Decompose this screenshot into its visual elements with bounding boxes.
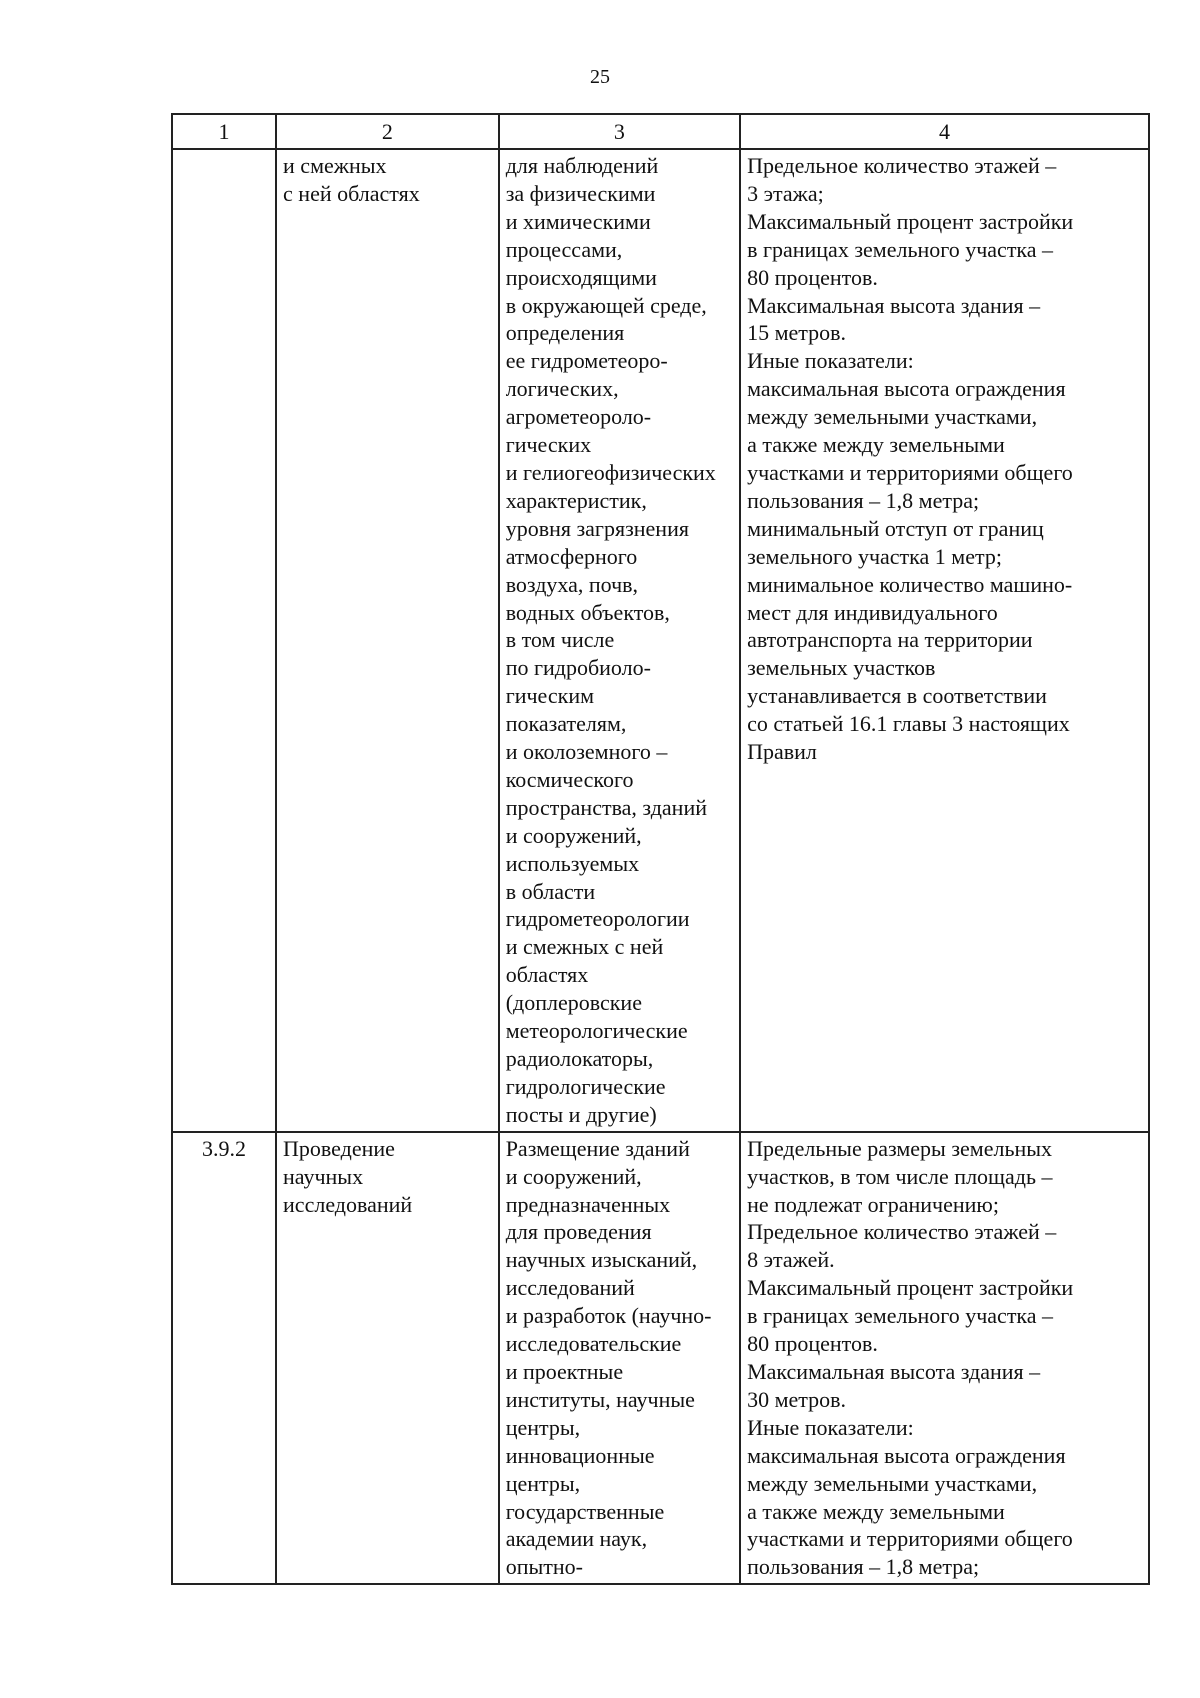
- text-line: определения: [505, 320, 625, 346]
- text-line: и смежных: [283, 153, 387, 178]
- text-line: гидрометеорологии: [505, 906, 690, 932]
- text-line: исследовательские: [505, 1331, 682, 1357]
- text-line: между земельными участками,: [747, 1470, 1038, 1496]
- text-line: академии наук,: [505, 1526, 648, 1552]
- text-line: центры,: [505, 1470, 581, 1496]
- text-line: опытно-: [505, 1554, 583, 1580]
- text-line: Проведение: [283, 1135, 395, 1161]
- text-line: и разработок (научно-: [505, 1303, 712, 1329]
- text-line: характеристик,: [505, 487, 647, 513]
- text-line: космического: [505, 766, 634, 792]
- text-line: Правил: [747, 739, 817, 765]
- text-line: логических,: [505, 376, 619, 402]
- text-line: мест для индивидуального: [747, 599, 998, 625]
- text-line: 3 этажа;: [747, 180, 824, 206]
- text-line: Иные показатели:: [747, 348, 914, 374]
- text-line: Предельное количество этажей –: [747, 153, 1057, 178]
- text-line: гическим: [505, 683, 595, 709]
- row-name: [276, 149, 499, 1132]
- text-line: 80 процентов.: [747, 264, 878, 290]
- text-line: водных объектов,: [505, 599, 670, 625]
- text-line: процессами,: [505, 236, 623, 262]
- text-line: используемых: [505, 850, 640, 876]
- text-line: минимальное количество машино-: [747, 571, 1073, 597]
- text-line: и околоземного –: [505, 739, 668, 765]
- text-line: областях: [505, 962, 589, 988]
- text-line: 15 метров.: [747, 320, 847, 346]
- text-line: и сооружений,: [505, 1163, 642, 1189]
- row-description: [499, 1132, 740, 1585]
- text-line: Максимальная высота здания –: [747, 292, 1041, 318]
- text-line: с ней областях: [283, 180, 420, 206]
- page-number: 25: [590, 66, 610, 88]
- text-line: гических: [505, 432, 592, 458]
- text-line: 8 этажей.: [747, 1247, 835, 1273]
- text-line: и смежных с ней: [505, 934, 664, 960]
- text-line: по гидробиоло-: [505, 655, 651, 681]
- text-line: и сооружений,: [505, 822, 642, 848]
- text-line: пользования – 1,8 метра;: [747, 1554, 980, 1580]
- text-line: пользования – 1,8 метра;: [747, 487, 980, 513]
- text-line: исследований: [283, 1191, 413, 1217]
- row-code: 3.9.2: [172, 1132, 276, 1585]
- text-line: 80 процентов.: [747, 1331, 878, 1357]
- text-line: а также между земельными: [747, 432, 1005, 458]
- text-line: институты, научные: [505, 1386, 695, 1412]
- text-line: земельных участков: [747, 655, 936, 681]
- text-line: не подлежат ограничению;: [747, 1191, 999, 1217]
- text-line: государственные: [505, 1498, 665, 1524]
- text-line: исследований: [505, 1275, 635, 1301]
- row-parameters: [740, 149, 1149, 1132]
- text-line: со статьей 16.1 главы 3 настоящих: [747, 711, 1070, 737]
- text-line: и химическими: [505, 208, 651, 234]
- text-line: между земельными участками,: [747, 404, 1038, 430]
- header-col-2: 2: [276, 114, 499, 149]
- text-line: максимальная высота ограждения: [747, 1442, 1066, 1468]
- text-line: Предельные размеры земельных: [747, 1135, 1053, 1161]
- text-line: происходящими: [505, 264, 657, 290]
- text-line: а также между земельными: [747, 1498, 1005, 1524]
- text-line: и проектные: [505, 1358, 624, 1384]
- text-line: Максимальный процент застройки: [747, 208, 1074, 234]
- text-line: гидрологические: [505, 1073, 666, 1099]
- text-line: пространства, зданий: [505, 794, 708, 820]
- table-row: [172, 1132, 1149, 1585]
- text-line: научных: [283, 1163, 364, 1189]
- text-line: участками и территориями общего: [747, 1526, 1073, 1552]
- text-line: в области: [505, 878, 596, 904]
- text-line: автотранспорта на территории: [747, 627, 1033, 653]
- row-description: [499, 149, 740, 1132]
- text-line: предназначенных: [505, 1191, 671, 1217]
- text-line: для проведения: [505, 1219, 652, 1245]
- row-code: [172, 149, 276, 1132]
- text-line: минимальный отступ от границ: [747, 515, 1044, 541]
- text-line: земельного участка 1 метр;: [747, 543, 1002, 569]
- text-line: в границах земельного участка –: [747, 1303, 1054, 1329]
- zoning-table: [171, 113, 1150, 1585]
- header-col-4: 4: [740, 114, 1149, 149]
- text-line: посты и другие): [505, 1101, 657, 1127]
- text-line: Иные показатели:: [747, 1414, 914, 1440]
- table-header-row: [172, 114, 1149, 149]
- text-line: Предельное количество этажей –: [747, 1219, 1057, 1245]
- text-line: в окружающей среде,: [505, 292, 707, 318]
- text-line: метеорологические: [505, 1018, 688, 1044]
- row-parameters: [740, 1132, 1149, 1585]
- text-line: максимальная высота ограждения: [747, 376, 1066, 402]
- text-line: инновационные: [505, 1442, 655, 1468]
- text-line: для наблюдений: [505, 153, 659, 178]
- header-col-3: 3: [499, 114, 740, 149]
- text-line: Размещение зданий: [505, 1135, 690, 1161]
- text-line: в том числе: [505, 627, 615, 653]
- header-col-1: 1: [172, 114, 276, 149]
- table-row: [172, 149, 1149, 1132]
- text-line: ее гидрометеоро-: [505, 348, 668, 374]
- text-line: научных изысканий,: [505, 1247, 698, 1273]
- text-line: в границах земельного участка –: [747, 236, 1054, 262]
- text-line: Максимальный процент застройки: [747, 1275, 1074, 1301]
- text-line: участками и территориями общего: [747, 459, 1073, 485]
- text-line: атмосферного: [505, 543, 638, 569]
- text-line: центры,: [505, 1414, 581, 1440]
- text-line: участков, в том числе площадь –: [747, 1163, 1053, 1189]
- text-line: уровня загрязнения: [505, 515, 689, 541]
- text-line: и гелиогеофизических: [505, 459, 716, 485]
- text-line: устанавливается в соответствии: [747, 683, 1047, 709]
- text-line: радиолокаторы,: [505, 1046, 654, 1071]
- text-line: показателям,: [505, 711, 627, 737]
- row-name: [276, 1132, 499, 1585]
- text-line: (доплеровские: [505, 990, 642, 1016]
- text-line: агрометеороло-: [505, 404, 652, 430]
- text-line: Максимальная высота здания –: [747, 1358, 1041, 1384]
- text-line: воздуха, почв,: [505, 571, 639, 597]
- text-line: за физическими: [505, 180, 656, 206]
- text-line: 30 метров.: [747, 1386, 847, 1412]
